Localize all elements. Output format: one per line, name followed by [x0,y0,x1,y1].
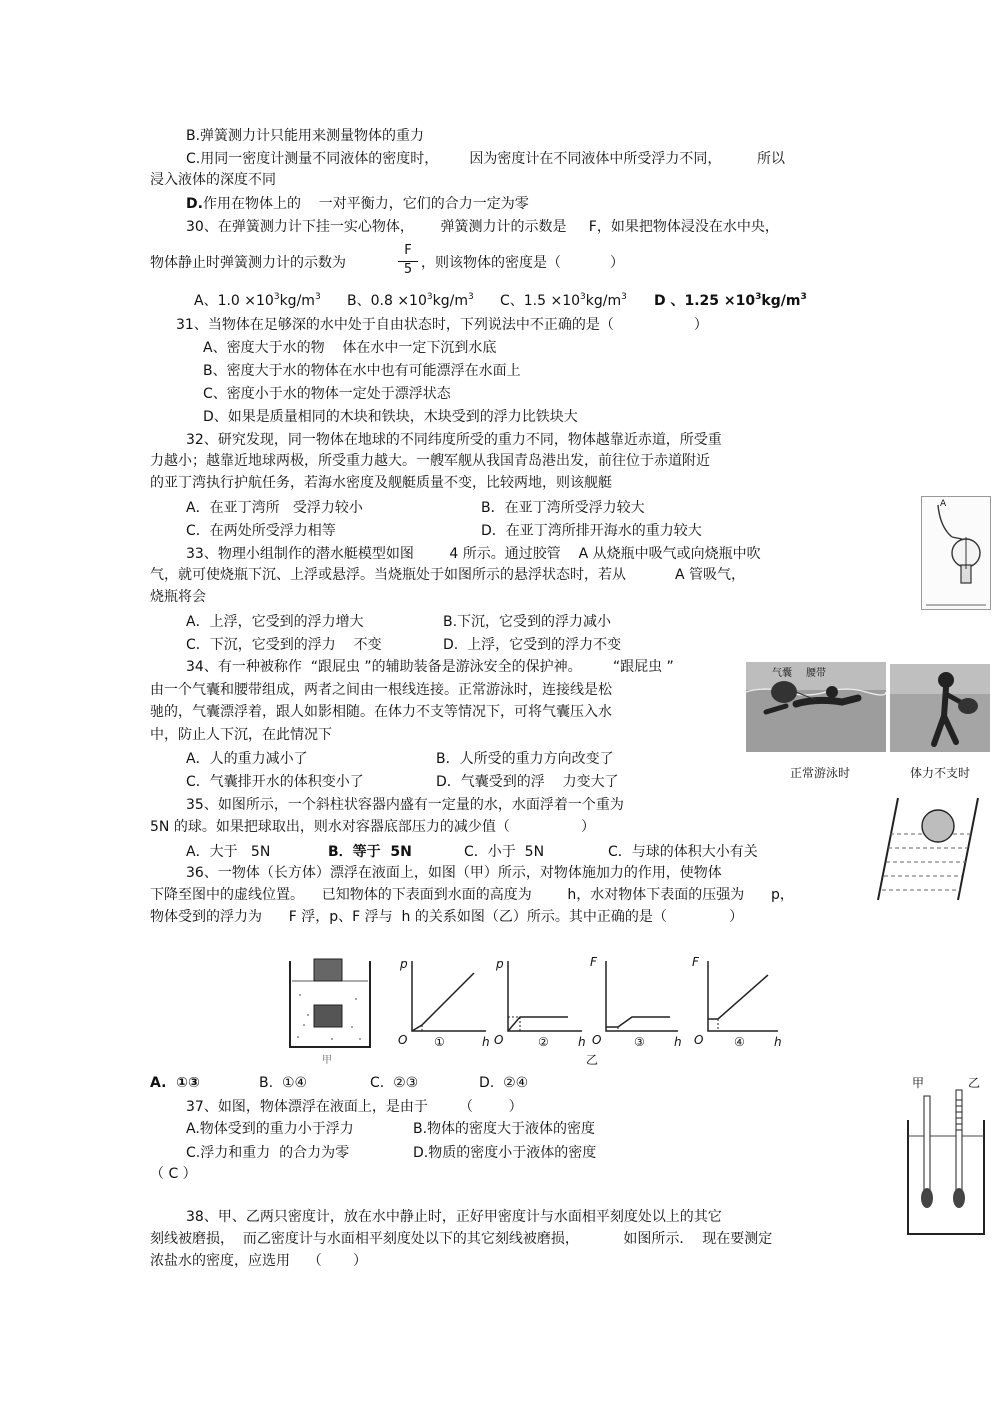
option-35d: C．与球的体积大小有关 [608,844,758,860]
exponent: 3 [755,292,762,302]
option-31a: A、密度大于水的物 体在水中一定下沉到水底 [203,340,497,356]
option-35c: C．小于 5N [464,844,545,860]
question-31: 31、当物体在足够深的水中处于自由状态时，下列说法中不正确的是（ ） [176,317,708,333]
question-33-line3: 烧瓶将会 [150,589,206,605]
question-34-line4: 中，防止人下沉，在此情况下 [150,727,332,743]
belt-label: 腰带 [806,668,826,679]
question-32-line3: 的亚丁湾执行护航任务，若海水密度及舰艇质量不变，比较两地，则该舰艇 [150,475,612,491]
question-32-line2: 力越小；越靠近地球两极，所受重力越大。一艘军舰从我国青岛港出发，前往位于赤道附近 [150,453,710,469]
graph3-origin: O [592,1033,602,1047]
hydrometer-jia-label: 甲 [912,1076,925,1090]
option-37b: B.物体的密度大于液体的密度 [413,1121,596,1137]
option-30d [654,292,807,310]
option-36b: B. ①④ [259,1075,308,1091]
flask-figure [921,496,991,610]
hydrometer-yi-label: 乙 [968,1076,981,1090]
flask-drawing [922,497,990,609]
option-30d-text: D 、1.25 ×10 [654,293,756,309]
q36-graphs-drawing [286,955,794,1067]
option-37d: D.物质的密度小于液体的密度 [413,1145,597,1161]
option-30b [347,292,474,310]
graph4-number: ④ [734,1035,745,1049]
swim-normal-photo [746,662,886,752]
option-32b: B．在亚丁湾所受浮力较大 [481,500,645,516]
hydrometer-drawing [904,1076,988,1236]
option-31d: D、如果是质量相同的木块和铁块，木块受到的浮力比铁块大 [203,409,578,425]
option-33b: B.下沉，它受到的浮力减小 [443,614,612,630]
exponent: 3 [273,292,280,302]
option-32a: A．在亚丁湾所 受浮力较小 [186,500,363,516]
slanted-container-figure [876,796,980,904]
option-34c: C．气囊排开水的体积变小了 [186,774,364,790]
option-37a: A.物体受到的重力小于浮力 [186,1121,354,1137]
hydrometer-figure [904,1076,988,1236]
option-33d: D. 上浮，它受到的浮力不变 [443,637,622,653]
graph-yi-label: 乙 [586,1053,599,1067]
question-30-line3: ，则该物体的密度是（ ） [421,255,624,271]
swim-tired-drawing [890,664,990,752]
graph-jia-label: 甲 [322,1055,332,1066]
answer-37: （ C ） [150,1166,197,1182]
option-text: 作用在物体上的 一对平衡力，它们的合力一定为零 [202,196,529,212]
q36-graphs-figure [286,955,794,1067]
slanted-container-drawing [876,796,980,904]
graph3-F: F [590,955,597,969]
option-34d: D．气囊受到的浮 力变大了 [436,774,619,790]
question-36-line1: 36、一物体（长方体）漂浮在液面上，如图（甲）所示，对物体施加力的作用，使物体 [186,865,722,881]
flask-tube-label: A [940,499,947,509]
option-34a: A．人的重力减小了 [186,751,308,767]
caption-tired-swim: 体力不支时 [910,766,971,780]
graph4-origin: O [694,1033,704,1047]
option-32d: D．在亚丁湾所排开海水的重力较大 [481,523,702,539]
question-37: 37、如图，物体漂浮在液面上，是由于 （ ） [186,1099,523,1115]
graph1-number: ① [434,1035,445,1049]
question-35-line2: 5N 的球。如果把球取出，则水对容器底部压力的减少值（ ） [150,819,596,835]
option-29c-cont: 浸入液体的深度不同 [150,172,276,188]
option-36d: D. ②④ [479,1075,529,1091]
option-30c [500,292,627,310]
graph4-h: h [774,1035,782,1049]
option-31c: C、密度小于水的物体一定处于漂浮状态 [203,386,451,402]
option-30c-text: C、1.5 ×10 [500,293,581,309]
option-36c: C. ②③ [370,1075,419,1091]
graph2-number: ② [538,1035,549,1049]
option-35a: A．大于 5N [186,844,271,860]
fraction-f-over-5 [398,243,418,278]
option-29b: B.弹簧测力计只能用来测量物体的重力 [186,128,425,144]
exponent: 3 [467,292,474,302]
graph3-h: h [674,1035,682,1049]
airbag-label: 气囊 [772,668,792,679]
exponent: 3 [314,292,321,302]
question-32-line1: 32、研究发现，同一物体在地球的不同纬度所受的重力不同，物体越靠近赤道，所受重 [186,432,722,448]
graph1-h: h [482,1035,490,1049]
exponent: 3 [800,292,807,302]
question-33-line2: 气，就可使烧瓶下沉、上浮或悬浮。当烧瓶处于如图所示的悬浮状态时，若从 A 管吸气， [150,567,745,583]
question-34-line2: 由一个气囊和腰带组成，两者之间由一根线连接。正常游泳时，连接线是松 [150,682,612,698]
question-35-line1: 35、如图所示，一个斜柱状容器内盛有一定量的水，水面浮着一个重为 [186,797,624,813]
question-34-line3: 驰的，气囊漂浮着，跟人如影相随。在体力不支等情况下，可将气囊压入水 [150,704,612,720]
option-29d [186,195,529,213]
option-30a-text: A、1.0 ×10 [194,293,274,309]
graph2-h: h [578,1035,586,1049]
option-37c: C.浮力和重力 的合力为零 [186,1145,350,1161]
option-34b: B．人所受的重力方向改变了 [436,751,614,767]
option-36a: A. ①③ [150,1075,200,1091]
exponent: 3 [621,292,627,302]
graph1-p: p [400,957,408,971]
question-38-line2: 刻线被磨损， 而乙密度计与水面相平刻度处以下的其它刻线被磨损， 如图所示． 现在要测定 [150,1231,773,1247]
option-30b-text: B、0.8 ×10 [347,293,427,309]
fraction-denominator: 5 [398,261,418,278]
exponent: 3 [580,292,586,302]
option-30a [194,292,321,310]
option-33a: A．上浮，它受到的浮力增大 [186,614,364,630]
question-30-line2: 物体静止时弹簧测力计的示数为 [150,255,346,271]
unit: kg/m [432,293,468,309]
caption-normal-swim: 正常游泳时 [790,766,851,780]
fraction-numerator: F [404,243,412,258]
graph3-number: ③ [634,1035,645,1049]
unit: kg/m [585,293,622,309]
option-32c: C．在两处所受浮力相等 [186,523,336,539]
graph2-p: p [496,957,504,971]
option-35b: B．等于 5N [328,844,412,860]
question-30-line1: 30、在弹簧测力计下挂一实心物体， 弹簧测力计的示数是 F，如果把物体浸没在水中央， [186,219,779,235]
unit: kg/m [279,293,315,309]
unit: kg/m [761,293,801,309]
graph1-origin: O [398,1033,408,1047]
option-29c: C.用同一密度计测量不同液体的密度时， 因为密度计在不同液体中所受浮力不同， 所以 [186,151,785,167]
swim-tired-photo [890,664,990,752]
question-38-line1: 38、甲、乙两只密度计，放在水中静止时，正好甲密度计与水面相平刻度处以上的其它 [186,1209,722,1225]
question-36-line2: 下降至图中的虚线位置。 已知物体的下表面到水面的高度为 h，水对物体下表面的压强为 p， [150,887,794,903]
question-33-line1: 33、物理小组制作的潜水艇模型如图 4 所示。通过胶管 A 从烧瓶中吸气或向烧瓶中吹 [186,546,761,562]
option-31b: B、密度大于水的物体在水中也有可能漂浮在水面上 [203,363,521,379]
option-33c: C．下沉，它受到的浮力 不变 [186,637,382,653]
question-34-line1: 34、有一种被称作 “跟屁虫 ”的辅助装备是游泳安全的保护神。 “跟屁虫 ” [186,659,674,675]
exponent: 3 [426,292,433,302]
question-38-line3: 浓盐水的密度，应选用 （ ） [150,1253,367,1269]
graph2-origin: O [494,1033,504,1047]
question-36-line3: 物体受到的浮力为 F 浮，p、F 浮与 h 的关系如图（乙）所示。其中正确的是（ ） [150,909,744,925]
option-letter: D. [186,196,203,212]
graph4-F: F [692,955,699,969]
